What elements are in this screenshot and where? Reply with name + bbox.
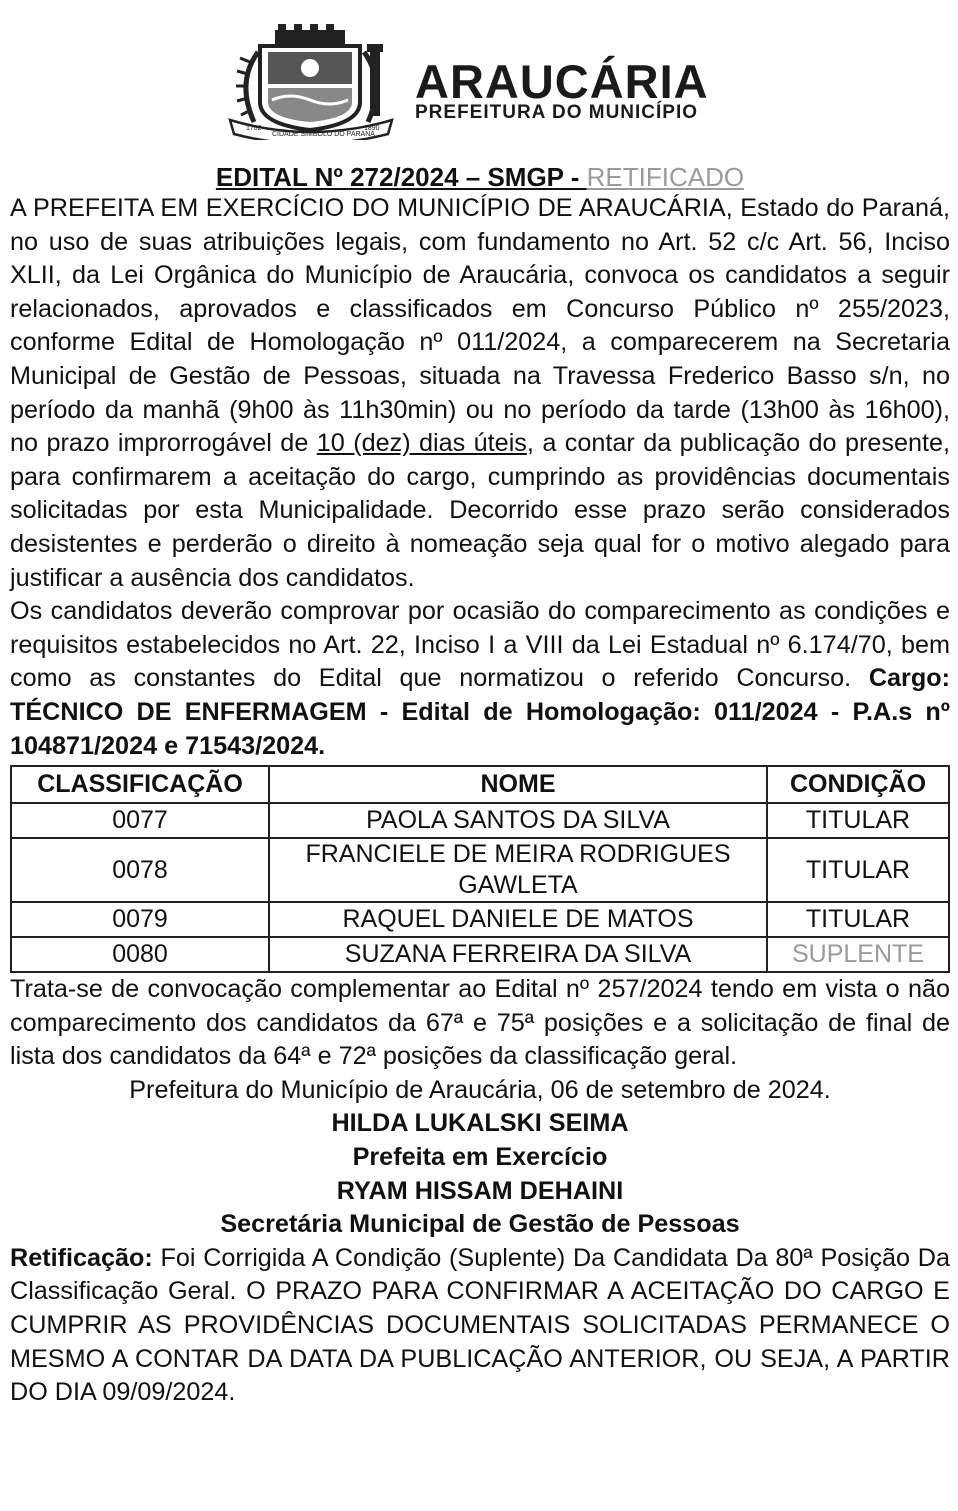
position-details: Cargo: TÉCNICO DE ENFERMAGEM - Edital de Homologação: 011/2024 - P.A.s nº 104871/2024 e 71543/2024.	[10, 664, 950, 760]
edict-title	[10, 162, 950, 192]
deadline-text: 10 (dez) dias úteis	[316, 429, 527, 458]
svg-text:1890: 1890	[364, 125, 380, 132]
cell-classification: 0077	[11, 803, 269, 838]
paragraph-convocation	[10, 192, 950, 595]
cell-condition: TITULAR	[767, 803, 949, 838]
municipal-crest-icon	[220, 22, 402, 140]
brand-block	[415, 55, 709, 123]
paragraph-convocation-text: A PREFEITA EM EXERCÍCIO DO MUNICÍPIO DE ARAUCÁRIA, Estado do Paraná, no uso de suas atribuições legais, com fundamento no Art. 52 c/c Art. 56, Inciso XLII, da Lei Orgânica do Município de Araucária, convoca os candidatos a seguir relacionados, aprovados e classificados em Concurso Público nº 255/2023, conforme Edital de Homologação nº 011/2024, a comparecerem na Secretaria Municipal de Gestão de Pessoas, situada na Travessa Frederico Basso s/n, no período da manhã (9h00 às 11h30min) ou no período da tarde (13h00 às 16h00), no prazo improrrogável de	[10, 194, 950, 458]
svg-text:1702: 1702	[246, 125, 262, 132]
signature-secretary-role: Secretária Municipal de Gestão de Pessoas	[220, 1210, 740, 1239]
cell-condition: TITULAR	[767, 838, 949, 902]
edict-status: RETIFICADO	[586, 162, 745, 192]
table-row	[11, 803, 949, 838]
svg-text:CIDADE SÍMBOLO DO PARANÁ: CIDADE SÍMBOLO DO PARANÁ	[272, 131, 375, 138]
cell-classification: 0079	[11, 902, 269, 937]
signature-secretary-name: RYAM HISSAM DEHAINI	[336, 1176, 624, 1205]
paragraph-retification	[10, 1242, 950, 1410]
cell-condition: TITULAR	[767, 902, 949, 937]
document	[10, 0, 950, 1410]
table-row	[11, 902, 949, 937]
table-row	[11, 937, 949, 972]
cell-condition: SUPLENTE	[767, 937, 949, 972]
signature-mayor-name: HILDA LUKALSKI SEIMA	[331, 1109, 629, 1138]
candidates-table	[10, 765, 950, 973]
header-condition: CONDIÇÃO	[767, 766, 949, 803]
place-date: Prefeitura do Município de Araucária, 06 de setembro de 2024.	[129, 1075, 831, 1104]
paragraph-convocation-continued: , a contar da publicação do presente, para confirmarem a aceitação do cargo, cumprindo as providências documentais solicitadas por esta Municipalidade. Decorrido esse prazo serão considerados desistentes e perderão o direito à nomeação seja qual for o motivo alegado para justificar a ausência dos candidatos.	[10, 429, 950, 592]
retification-label: Retificação:	[10, 1243, 153, 1272]
edict-number: EDITAL Nº 272/2024 – SMGP -	[215, 162, 587, 192]
cell-classification: 0080	[11, 937, 269, 972]
paragraph-requirements-text: Os candidatos deverão comprovar por ocasião do comparecimento as condições e requisitos estabelecidos no Art. 22, Inciso I a VIII da Lei Estadual nº 6.174/70, bem como as constantes do Edital que normatizou o referido Concurso.	[10, 597, 950, 693]
cell-name: SUZANA FERREIRA DA SILVA	[269, 937, 767, 972]
table-row	[11, 838, 949, 902]
cell-classification: 0078	[11, 838, 269, 902]
brand-name: ARAUCÁRIA	[415, 55, 709, 108]
signature-mayor-role: Prefeita em Exercício	[352, 1143, 608, 1172]
paragraph-requirements	[10, 595, 950, 763]
paragraph-note: Trata-se de convocação complementar ao Edital nº 257/2024 tendo em vista o não comparecimento dos candidatos da 67ª e 75ª posições e a solicitação de final de lista dos candidatos da 64ª e 72ª posições da classificação geral.	[10, 975, 950, 1071]
brand-subtitle: PREFEITURA DO MUNICÍPIO	[415, 102, 699, 123]
cell-name: FRANCIELE DE MEIRA RODRIGUES GAWLETA	[269, 838, 767, 902]
retification-text: Foi Corrigida A Condição (Suplente) Da Candidata Da 80ª Posição Da Classificação Geral. O PRAZO PARA CONFIRMAR A ACEITAÇÃO DO CARGO E CUMPRIR AS PROVIDÊNCIAS DOCUMENTAIS SOLICITADAS PERMANECE O MESMO A CONTAR DA DATA DA PUBLICAÇÃO ANTERIOR, OU SEJA, A PARTIR DO DIA 09/09/2024.	[10, 1243, 950, 1407]
header-classification: CLASSIFICAÇÃO	[11, 766, 269, 803]
table-header-row	[11, 766, 949, 803]
letterhead	[10, 0, 950, 160]
header-name: NOME	[269, 766, 767, 803]
cell-name: RAQUEL DANIELE DE MATOS	[269, 902, 767, 937]
cell-name: PAOLA SANTOS DA SILVA	[269, 803, 767, 838]
